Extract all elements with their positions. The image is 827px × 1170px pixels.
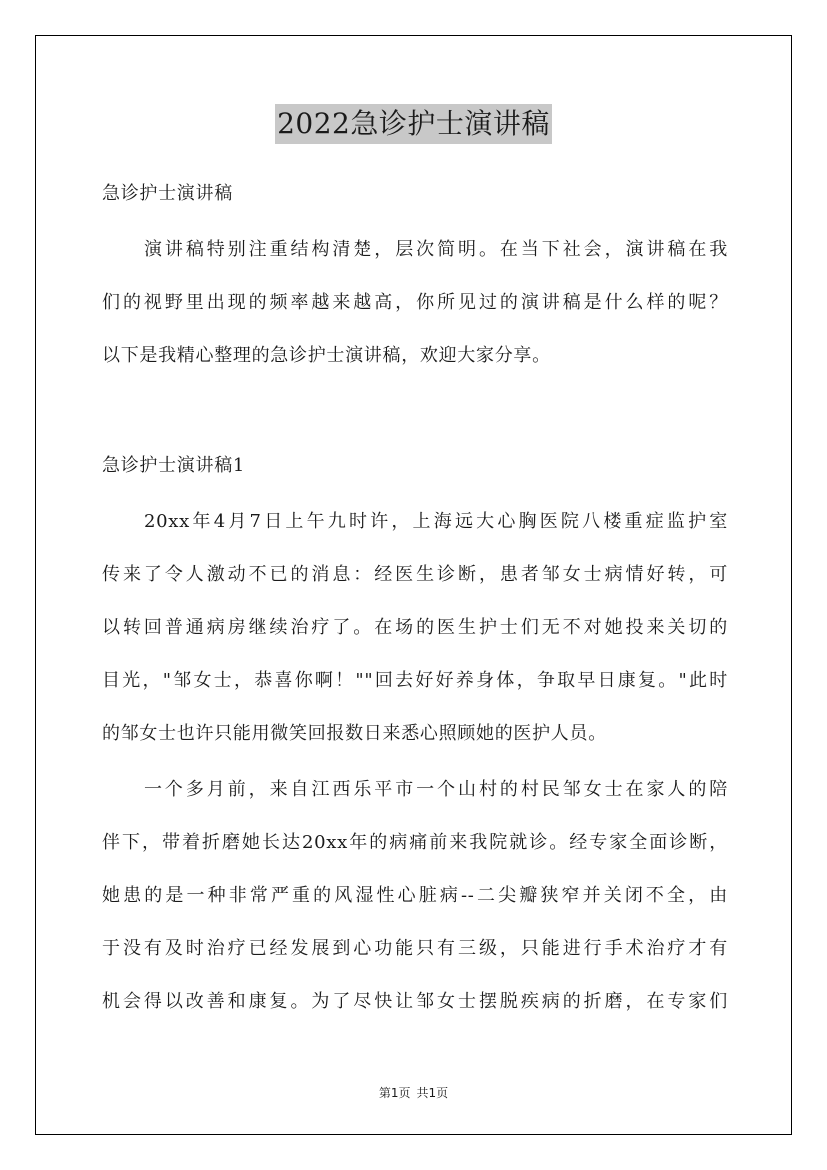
section-heading: 急诊护士演讲稿1	[102, 455, 246, 476]
para1-line-3: 以转回普通病房继续治疗了。在场的医生护士们无不对她投来关切的	[102, 617, 728, 638]
intro-line-1: 演讲稿特别注重结构清楚，层次简明。在当下社会，演讲稿在我	[144, 239, 728, 260]
title-container	[0, 104, 827, 144]
para2-line-2: 伴下，带着折磨她长达20xx年的病痛前来我院就诊。经专家全面诊断，	[102, 832, 728, 853]
para1-line-1: 20xx年4月7日上午九时许，上海远大心胸医院八楼重症监护室	[144, 511, 728, 532]
para2-line-3: 她患的是一种非常严重的风湿性心脏病--二尖瓣狭窄并关闭不全，由	[102, 885, 728, 906]
para1-line-4: 目光，"邹女士，恭喜你啊！""回去好好养身体，争取早日康复。"此时	[102, 670, 728, 691]
page-footer	[0, 1084, 827, 1102]
document-subtitle: 急诊护士演讲稿	[102, 183, 233, 204]
para2-line-1: 一个多月前，来自江西乐平市一个山村的村民邹女士在家人的陪	[144, 779, 728, 800]
para1-line-2: 传来了令人激动不已的消息：经医生诊断，患者邹女士病情好转，可	[102, 564, 728, 585]
document-title: 2022急诊护士演讲稿	[275, 104, 552, 144]
page-number: 第1页	[378, 1086, 411, 1100]
para2-line-4: 于没有及时治疗已经发展到心功能只有三级，只能进行手术治疗才有	[102, 938, 728, 959]
intro-line-2: 们的视野里出现的频率越来越高，你所见过的演讲稿是什么样的呢？	[102, 292, 728, 313]
intro-line-3: 以下是我精心整理的急诊护士演讲稿，欢迎大家分享。	[102, 345, 551, 366]
para1-line-5: 的邹女士也许只能用微笑回报数日来悉心照顾她的医护人员。	[102, 723, 607, 744]
page-total: 共1页	[416, 1086, 449, 1100]
para2-line-5: 机会得以改善和康复。为了尽快让邹女士摆脱疾病的折磨，在专家们	[102, 991, 728, 1012]
